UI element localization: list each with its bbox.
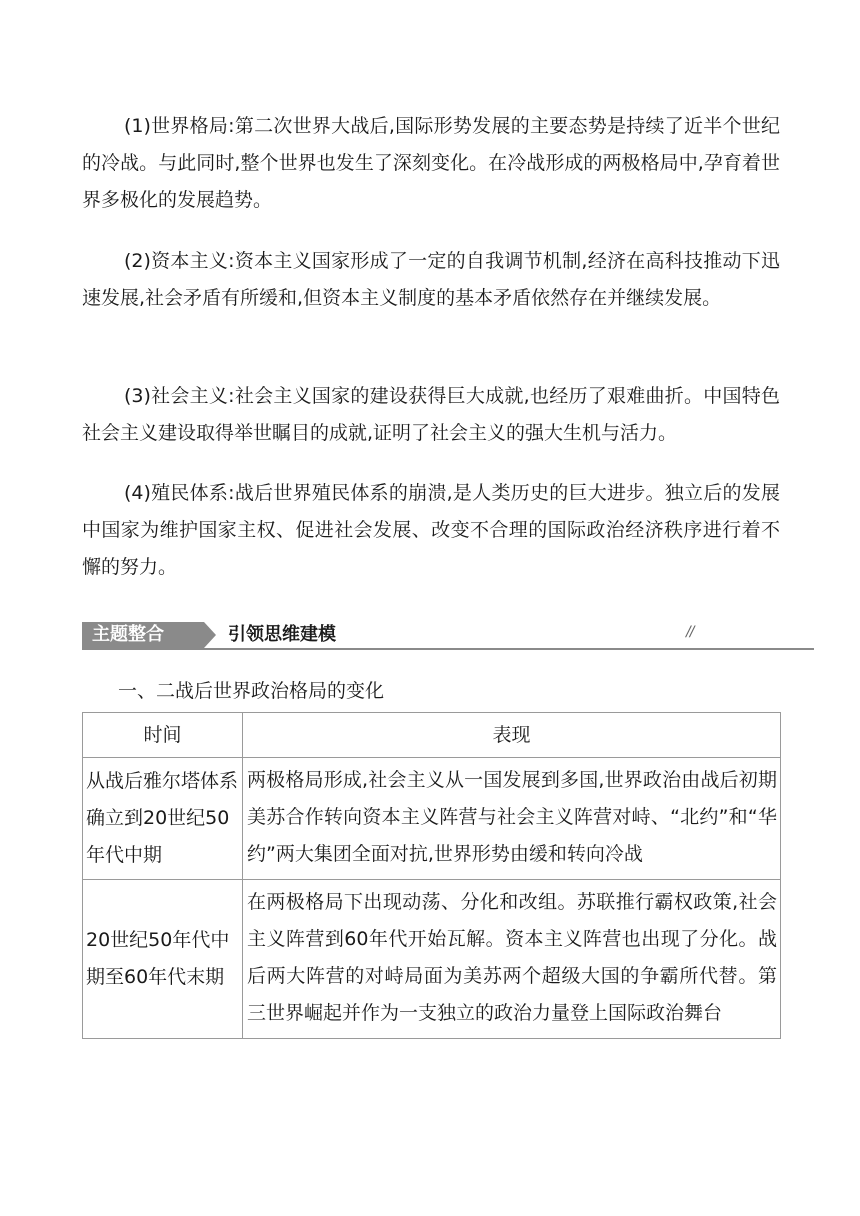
banner-tag: 主题整合 — [82, 622, 204, 648]
paragraph-world-pattern: (1)世界格局:第二次世界大战后,国际形势发展的主要态势是持续了近半个世纪的冷战。与此同时,整个世界也发生了深刻变化。在冷战形成的两极格局中,孕育着世界多极化的发展趋势。 — [82, 115, 780, 211]
header-time: 时间 — [83, 713, 243, 758]
table-row — [83, 758, 781, 880]
table-header-row — [83, 713, 781, 758]
section-banner — [82, 622, 814, 650]
banner-subtitle: 引领思维建模 — [228, 624, 336, 645]
table-row — [83, 880, 781, 1039]
cell-period: 从战后雅尔塔体系确立到20世纪50年代中期 — [83, 758, 243, 880]
paragraph-colonial-system: (4)殖民体系:战后世界殖民体系的崩溃,是人类历史的巨大进步。独立后的发展中国家为维护国家主权、促进社会发展、改变不合理的国际政治经济秩序进行着不懈的努力。 — [82, 482, 780, 578]
banner-arrow-icon — [204, 622, 216, 648]
header-manifestation: 表现 — [243, 713, 781, 758]
paragraph-capitalism: (2)资本主义:资本主义国家形成了一定的自我调节机制,经济在高科技推动下迅速发展,社会矛盾有所缓和,但资本主义制度的基本矛盾依然存在并继续发展。 — [82, 250, 780, 309]
pattern-table — [82, 712, 781, 1039]
paragraph-socialism: (3)社会主义:社会主义国家的建设获得巨大成就,也经历了艰难曲折。中国特色社会主义建设取得举世瞩目的成就,证明了社会主义的强大生机与活力。 — [82, 385, 780, 444]
banner-rule — [82, 648, 814, 650]
section-heading: 一、二战后世界政治格局的变化 — [118, 680, 385, 702]
cell-period: 20世纪50年代中期至60年代末期 — [83, 880, 243, 1039]
banner-slashes: // — [686, 624, 694, 640]
cell-description: 两极格局形成,社会主义从一国发展到多国,世界政治由战后初期美苏合作转向资本主义阵营与社会主义阵营对峙、“北约”和“华约”两大集团全面对抗,世界形势由缓和转向冷战 — [243, 758, 781, 880]
cell-description: 在两极格局下出现动荡、分化和改组。苏联推行霸权政策,社会主义阵营到60年代开始瓦解。资本主义阵营也出现了分化。战后两大阵营的对峙局面为美苏两个超级大国的争霸所代替。第三世界崛起并作为一支独立的政治力量登上国际政治舞台 — [243, 880, 781, 1039]
